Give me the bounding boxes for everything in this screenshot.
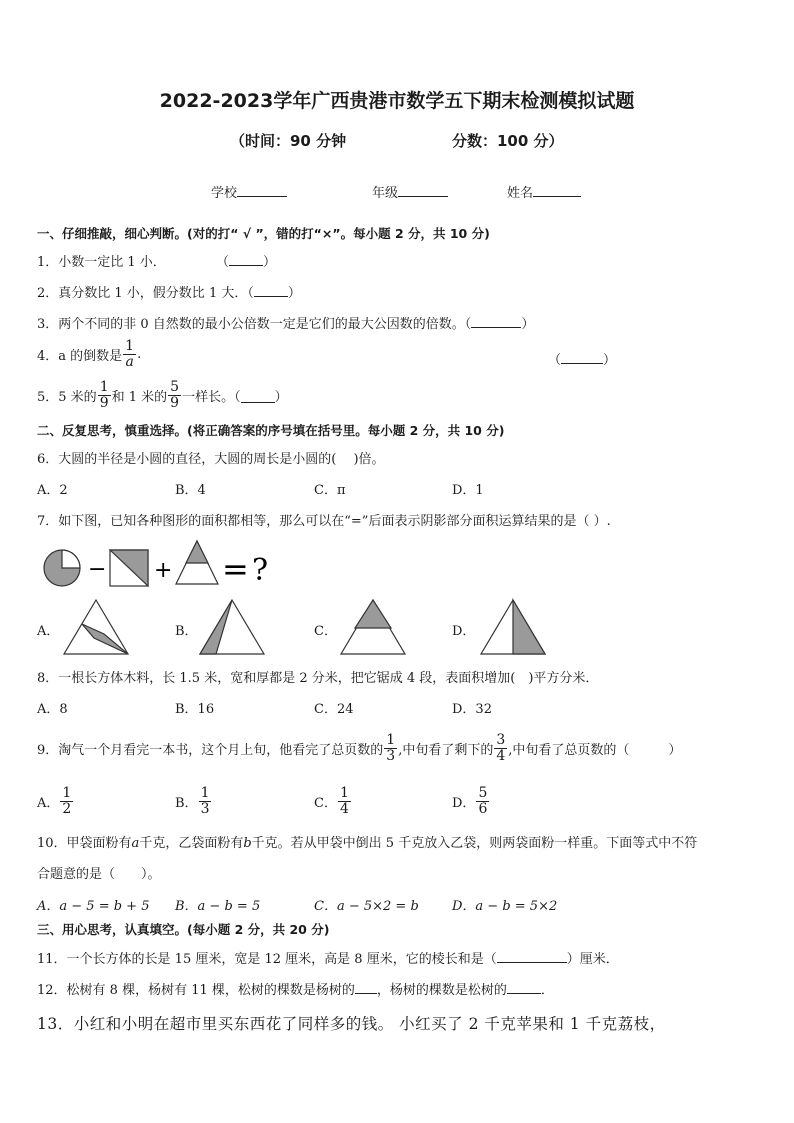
q9-option-b[interactable]: B． $\frac{1}{3}$ [175, 785, 210, 817]
question-1 [37, 251, 166, 270]
section2-heading: 二、反复思考，慎重选择。(将正确答案的序号填在括号里。每小题 2 分，共 10 分) [37, 423, 505, 438]
answer-blank-3[interactable] [471, 327, 521, 328]
question-5: 5．5 米的 $\frac{1}{9}$ 和 1 米的 $\frac{5}{9}$ 一样长。（ ） [37, 379, 288, 411]
grade-label: 年级 [372, 186, 399, 201]
school-label: 学校 [211, 186, 238, 201]
answer-blank-12a[interactable] [355, 993, 377, 994]
name-blank[interactable] [533, 196, 581, 197]
answer-blank-12b[interactable] [507, 993, 541, 994]
q8-option-a[interactable]: A．8 [37, 702, 68, 717]
school-blank[interactable] [237, 196, 287, 197]
fraction: $\frac{3}{4}$ [496, 732, 506, 764]
q9-option-c[interactable]: C． $\frac{1}{4}$ [314, 785, 349, 817]
square-triangle-figure [110, 550, 148, 586]
question-7: 7．如下图，已知各种图形的面积都相等，那么可以在“=”后面表示阴影部分面积运算结果的是（ ）. [37, 514, 611, 529]
q7-option-c-figure[interactable] [341, 598, 407, 656]
answer-blank-5[interactable] [241, 388, 275, 403]
time-limit: （时间：90 分钟 [230, 132, 347, 150]
equals-sign: = [222, 550, 249, 588]
q7-option-b[interactable]: B． [175, 624, 198, 639]
question-10-line2: 合题意的是（ ）。 [37, 867, 161, 882]
q10-option-d[interactable]: D．a − b = 5×2 [452, 899, 558, 914]
q9-option-a[interactable]: A． $\frac{1}{2}$ [37, 785, 72, 817]
fraction: $\frac{1}{9}$ [99, 379, 109, 411]
fraction: $\frac{1}{a}$ [125, 338, 135, 370]
q8-option-b[interactable]: B．16 [175, 702, 215, 717]
answer-blank-1[interactable] [216, 251, 276, 270]
q7-option-b-figure[interactable] [200, 598, 266, 656]
answer-blank-11[interactable] [497, 962, 567, 963]
paren: ） [287, 286, 301, 301]
answer-blank-4[interactable]: （ ） [548, 353, 617, 368]
q8-option-c[interactable]: C．24 [314, 702, 354, 717]
grade-field[interactable] [372, 182, 448, 201]
question-9: 9．淘气一个月看完一本书，这个月上旬，他看完了总页数的 $\frac{1}{3}$ ,中旬看了剩下的 $\frac{3}{4}$ ,中旬看了总页数的（ ） [37, 732, 682, 764]
q6-option-c[interactable]: C．π [314, 483, 346, 498]
minus-sign: − [88, 557, 107, 582]
q10-option-a[interactable]: A．a − 5 = b + 5 [37, 899, 150, 914]
question-3 [37, 313, 534, 332]
fraction: $\frac{1}{3}$ [386, 732, 396, 764]
section1-heading: 一、仔细推敲，细心判断。(对的打“ √ ”，错的打“×”。每小题 2 分，共 10 分) [37, 226, 490, 241]
question-2 [37, 282, 301, 301]
plus-sign: + [154, 558, 173, 583]
paren: （ [216, 255, 230, 270]
question-4: 4．a 的倒数是 $\frac{1}{a}$ . [37, 338, 142, 370]
name-label: 姓名 [507, 186, 534, 201]
triangle-top-figure [176, 541, 218, 584]
question-10: 10．甲袋面粉有a千克，乙袋面粉有b千克。若从甲袋中倒出 5 千克放入乙袋，则两袋面粉一样重。下面等式中不符 [37, 836, 698, 851]
q7-option-a[interactable]: A． [37, 624, 60, 639]
question-8: 8．一根长方体木料，长 1.5 米，宽和厚都是 2 分米，把它锯成 4 段，表面积增加( )平方分米． [37, 671, 599, 686]
q8-option-d[interactable]: D．32 [452, 702, 492, 717]
school-field[interactable] [211, 182, 287, 201]
question-9-text: 9．淘气一个月看完一本书，这个月上旬，他看完了总页数的 [37, 742, 384, 758]
q7-option-d-figure[interactable] [481, 598, 547, 656]
page-title: 2022-2023学年广西贵港市数学五下期末检测模拟试题 [159, 90, 635, 112]
question-12: 12．松树有 8 棵，杨树有 11 棵，松树的棵数是杨树的 ，杨树的棵数是松树的 ． [37, 983, 554, 998]
q7-option-c[interactable]: C． [314, 624, 337, 639]
answer-blank-2[interactable] [254, 296, 288, 297]
question-4-text: 4．a 的倒数是 [37, 348, 123, 364]
section3-heading: 三、用心思考，认真填空。(每小题 2 分，共 20 分) [37, 922, 330, 937]
fraction: $\frac{5}{9}$ [170, 379, 180, 411]
paren: ） [521, 317, 535, 332]
question-11: 11．一个长方体的长是 15 厘米，宽是 12 厘米，高是 8 厘米，它的棱长和是（ ）厘米． [37, 952, 619, 967]
q9-option-d[interactable]: D． $\frac{5}{6}$ [452, 785, 488, 817]
q7-option-a-figure[interactable] [64, 598, 130, 656]
circle-quarter-figure [44, 550, 80, 586]
grade-blank[interactable] [398, 196, 448, 197]
q6-option-a[interactable]: A．2 [37, 483, 68, 498]
question-3-text: 3．两个不同的非 0 自然数的最小公倍数一定是它们的最大公因数的倍数。（ [37, 317, 472, 332]
q7-option-d[interactable]: D． [452, 624, 476, 639]
question-mark: ? [252, 553, 269, 588]
name-field[interactable] [507, 182, 581, 201]
total-score: 分数：100 分） [452, 132, 564, 150]
question-13: 13．小红和小明在超市里买东西花了同样多的钱。 小红买了 2 千克苹果和 1 千克荔枝， [37, 1015, 666, 1033]
question-5-text: 5．5 米的 [37, 389, 97, 405]
paren: ） [263, 255, 277, 270]
question-1-text: 1．小数一定比 1 小． [37, 255, 166, 270]
q6-option-d[interactable]: D．1 [452, 483, 484, 498]
q7-equation-figure [40, 538, 280, 588]
q10-option-c[interactable]: C．a − 5×2 = b [314, 899, 419, 914]
q10-option-b[interactable]: B．a − b = 5 [175, 899, 261, 914]
q6-option-b[interactable]: B．4 [175, 483, 206, 498]
question-6: 6．大圆的半径是小圆的直径，大圆的周长是小圆的( )倍。 [37, 452, 385, 467]
question-2-text: 2．真分数比 1 小，假分数比 1 大．（ [37, 286, 254, 301]
